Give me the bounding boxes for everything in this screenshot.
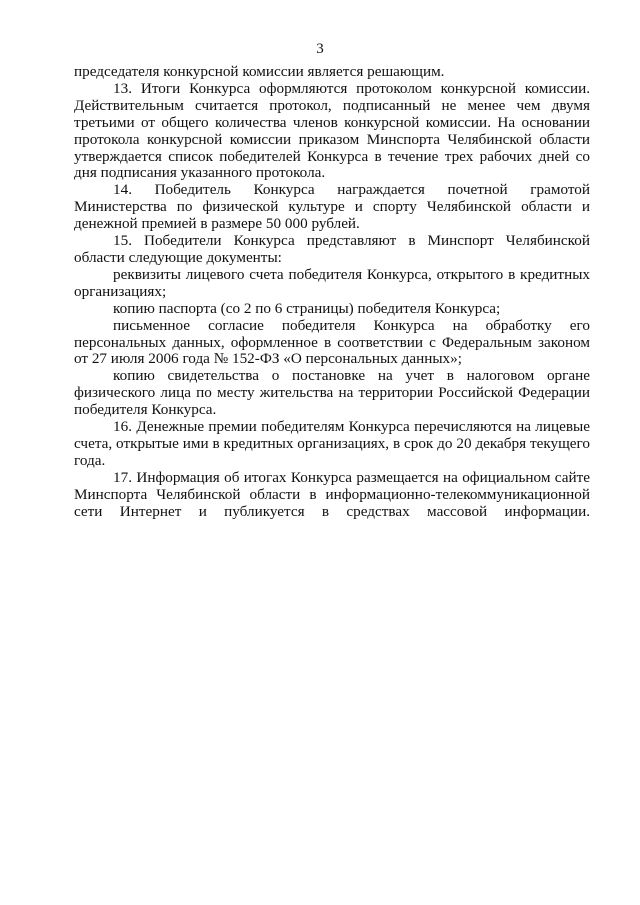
paragraph-16-payment: 16. Денежные премии победителям Конкурса перечисляются на лицевые счета, открытые ими в кредитных организациях, в срок до 20 декабря текущего года. bbox=[74, 418, 590, 469]
document-body bbox=[74, 64, 590, 520]
list-item-data-consent: письменное согласие победителя Конкурса на обработку его персональных данных, оформленное в соответствии с Федеральным законом от 27 июля 2006 года № 152-ФЗ «О персональных данных»; bbox=[74, 316, 590, 368]
paragraph-17-publication: 17. Информация об итогах Конкурса размещается на официальном сайте Минспорта Челябинской области в информационно-телекоммуникационной сети Интернет и публикуется в средствах массовой информации. bbox=[74, 468, 590, 520]
page-number: 3 bbox=[316, 41, 324, 57]
paragraph-15-documents: 15. Победители Конкурса представляют в Минспорт Челябинской области следующие документы: bbox=[74, 232, 590, 266]
paragraph-13-results: 13. Итоги Конкурса оформляются протоколом конкурсной комиссии. Действительным считается протокол, подписанный не менее чем двумя третьими от общего количества членов конкурсной комиссии. На основании протокола конкурсной комиссии приказом Минспорта Челябинской области утверждается список победителей Конкурса в течение трех рабочих дней со дня подписания указанного протокола. bbox=[74, 79, 590, 182]
list-item-passport-copy: копию паспорта (со 2 по 6 страницы) победителя Конкурса; bbox=[113, 299, 501, 317]
list-item-account-details: реквизиты лицевого счета победителя Конкурса, открытого в кредитных организациях; bbox=[74, 265, 590, 300]
paragraph-continuation: председателя конкурсной комиссии является решающим. bbox=[74, 63, 445, 80]
list-item-tax-certificate: копию свидетельства о постановке на учет в налоговом органе физического лица по месту жительства на территории Российской Федерации победителя Конкурса. bbox=[74, 367, 590, 419]
paragraph-14-award: 14. Победитель Конкурса награждается почетной грамотой Министерства по физической культуре и спорту Челябинской области и денежной премией в размере 50 000 рублей. bbox=[74, 181, 590, 233]
